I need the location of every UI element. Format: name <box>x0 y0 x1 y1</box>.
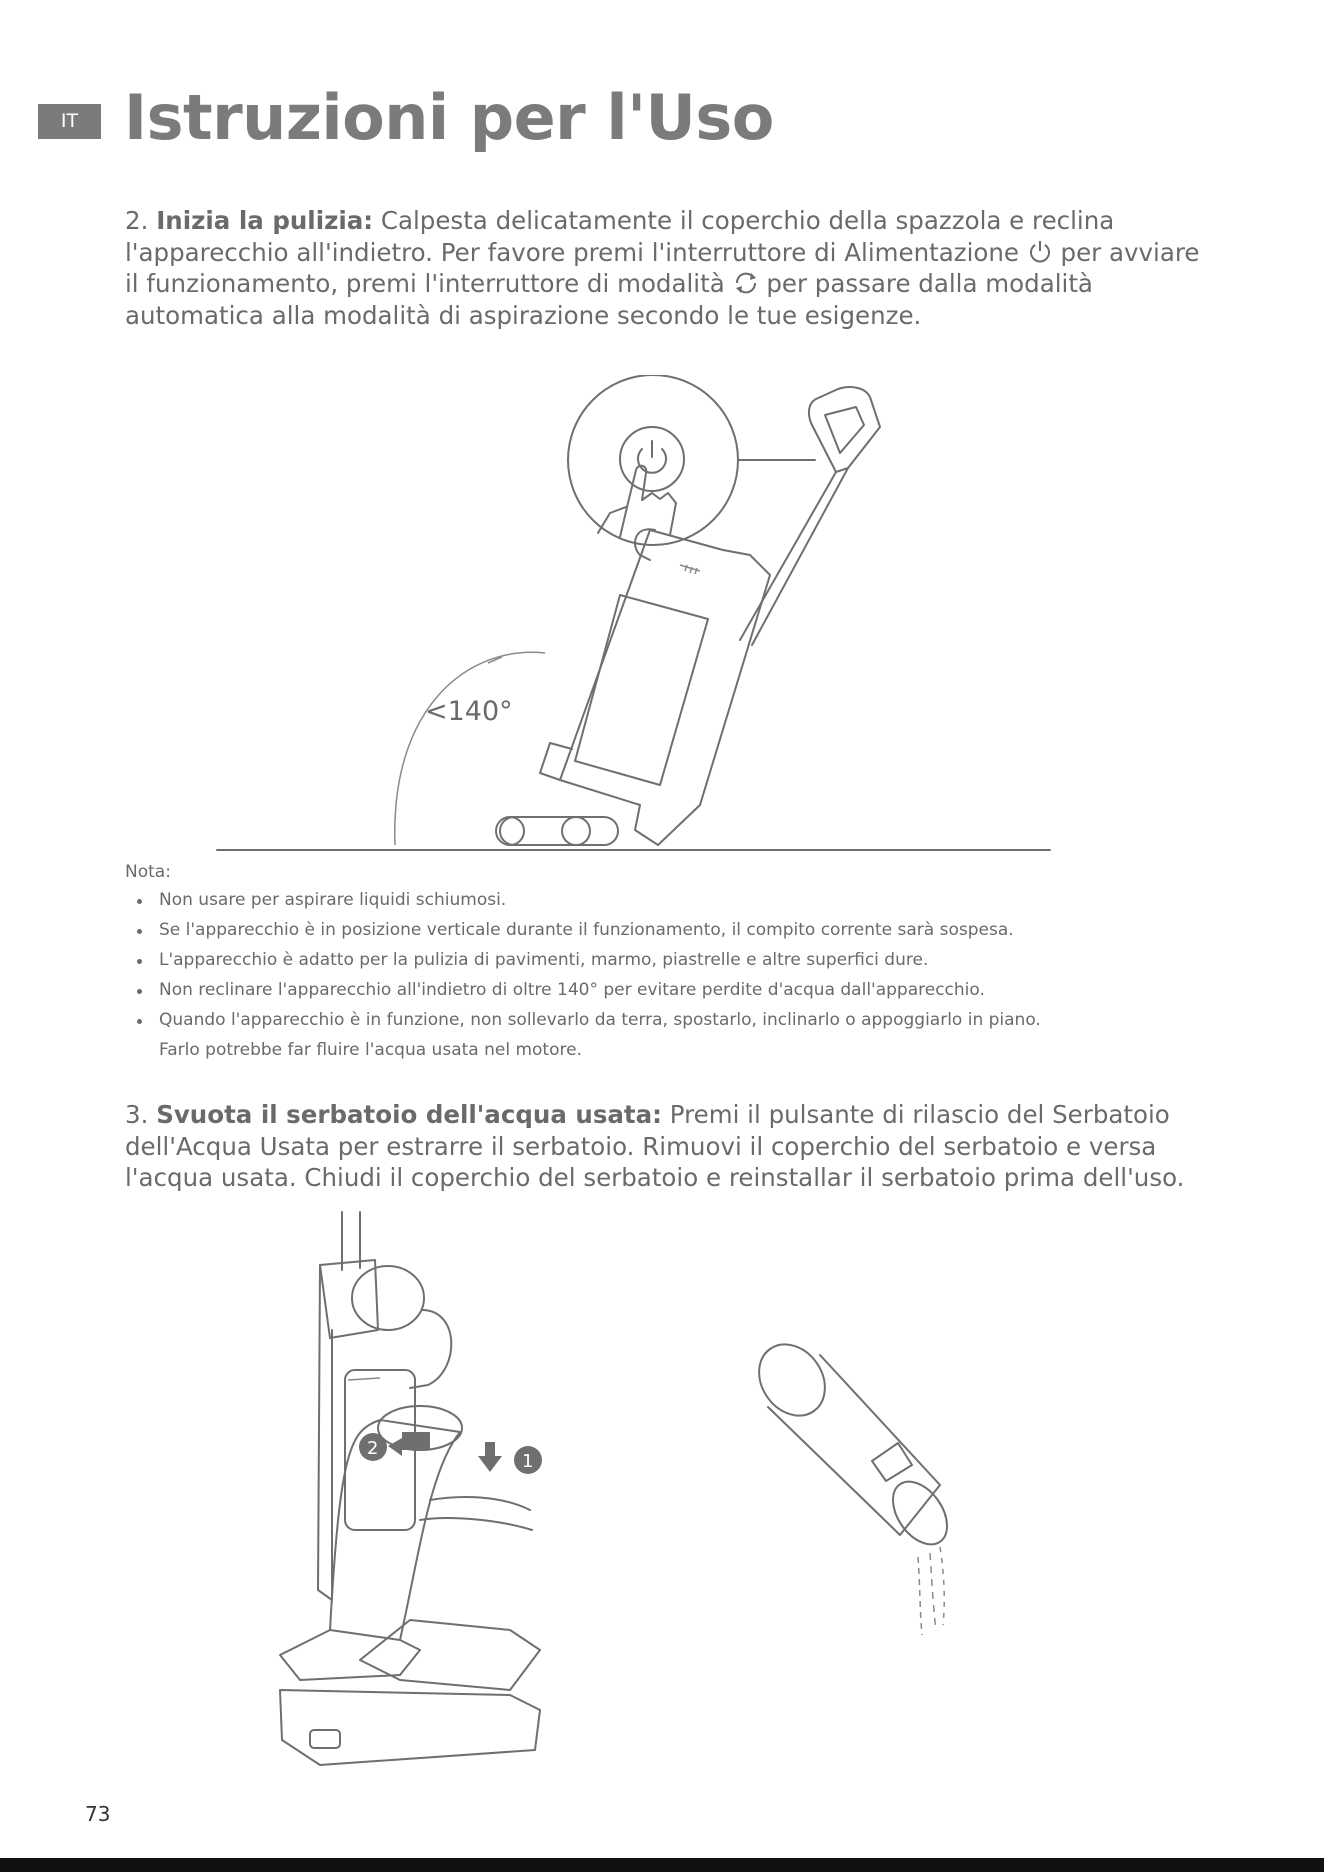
motor-top <box>352 1266 424 1330</box>
note-item: Non usare per aspirare liquidi schiumosi. <box>159 885 1159 915</box>
step3-text: Premi il pulsante di rilascio del Serbatoio dell'Acqua Usata per estrarre il serbatoio. Rimuovi il coperchio del serbatoio e versa l'acqua usata. Chiudi il coperchio del serbatoio e reinstallar il serbatoio prima dell'uso. <box>125 1100 1185 1192</box>
note-item-continuation: Farlo potrebbe far fluire l'acqua usata nel motore. <box>159 1040 582 1060</box>
step3-heading: Svuota il serbatoio dell'acqua usata: <box>156 1100 662 1129</box>
notes-title: Nota: <box>125 862 171 882</box>
figure-tank-removal <box>270 1210 570 1790</box>
step3-paragraph <box>125 1099 1205 1194</box>
tank-body <box>768 1355 940 1535</box>
floor-head <box>360 1620 540 1690</box>
water-stream <box>918 1547 944 1635</box>
step2-number: 2. <box>125 206 149 235</box>
notes-list <box>137 885 1159 1065</box>
carry-handle <box>410 1310 451 1388</box>
angle-label: <140° <box>425 696 513 727</box>
step2-text-c: per passare dalla modalità automatica alla modalità di aspirazione secondo le tue esigenze. <box>125 269 1093 330</box>
bottom-bar <box>0 1858 1324 1872</box>
page-number: 73 <box>85 1802 111 1826</box>
step2-text-a: Calpesta delicatamente il coperchio della spazzola e reclina l'apparecchio all'indietro. Per favore premi l'interruttore di Alimentazione <box>125 206 1115 267</box>
arrow-pull-icon <box>388 1432 430 1456</box>
note-item: Non reclinare l'apparecchio all'indietro di oltre 140° per evitare perdite d'acqua dall'apparecchio. <box>159 975 1159 1005</box>
svg-text:1: 1 <box>522 1451 534 1472</box>
language-badge: IT <box>38 104 101 139</box>
step2-text-b: per avviare il funzionamento, premi l'interruttore di modalità <box>125 237 1200 298</box>
note-item: Quando l'apparecchio è in funzione, non sollevarlo da terra, spostarlo, inclinarlo o appoggiarlo in piano. <box>159 1005 1159 1035</box>
power-button-callout <box>568 375 815 545</box>
note-item: L'apparecchio è adatto per la pulizia di pavimenti, marmo, piastrelle e altre superfici dure. <box>159 945 1159 975</box>
mode-icon <box>733 270 759 296</box>
figure-empty-tank <box>750 1335 970 1635</box>
tank-cap <box>750 1335 838 1428</box>
vacuum-brush-head <box>496 817 618 845</box>
figure-recline-illustration <box>180 375 1080 855</box>
page-title: Istruzioni per l'Uso <box>124 81 774 154</box>
step2-heading: Inizia la pulizia: <box>156 206 374 235</box>
arrow-down-icon <box>478 1442 502 1472</box>
power-icon <box>1027 239 1053 265</box>
vacuum-body <box>540 529 770 845</box>
step3-number: 3. <box>125 1100 149 1129</box>
step2-paragraph <box>125 205 1205 331</box>
svg-text:2: 2 <box>367 1438 379 1459</box>
hand <box>430 1497 530 1510</box>
note-item: Se l'apparecchio è in posizione verticale durante il funzionamento, il compito corrente sarà sospesa. <box>159 915 1159 945</box>
